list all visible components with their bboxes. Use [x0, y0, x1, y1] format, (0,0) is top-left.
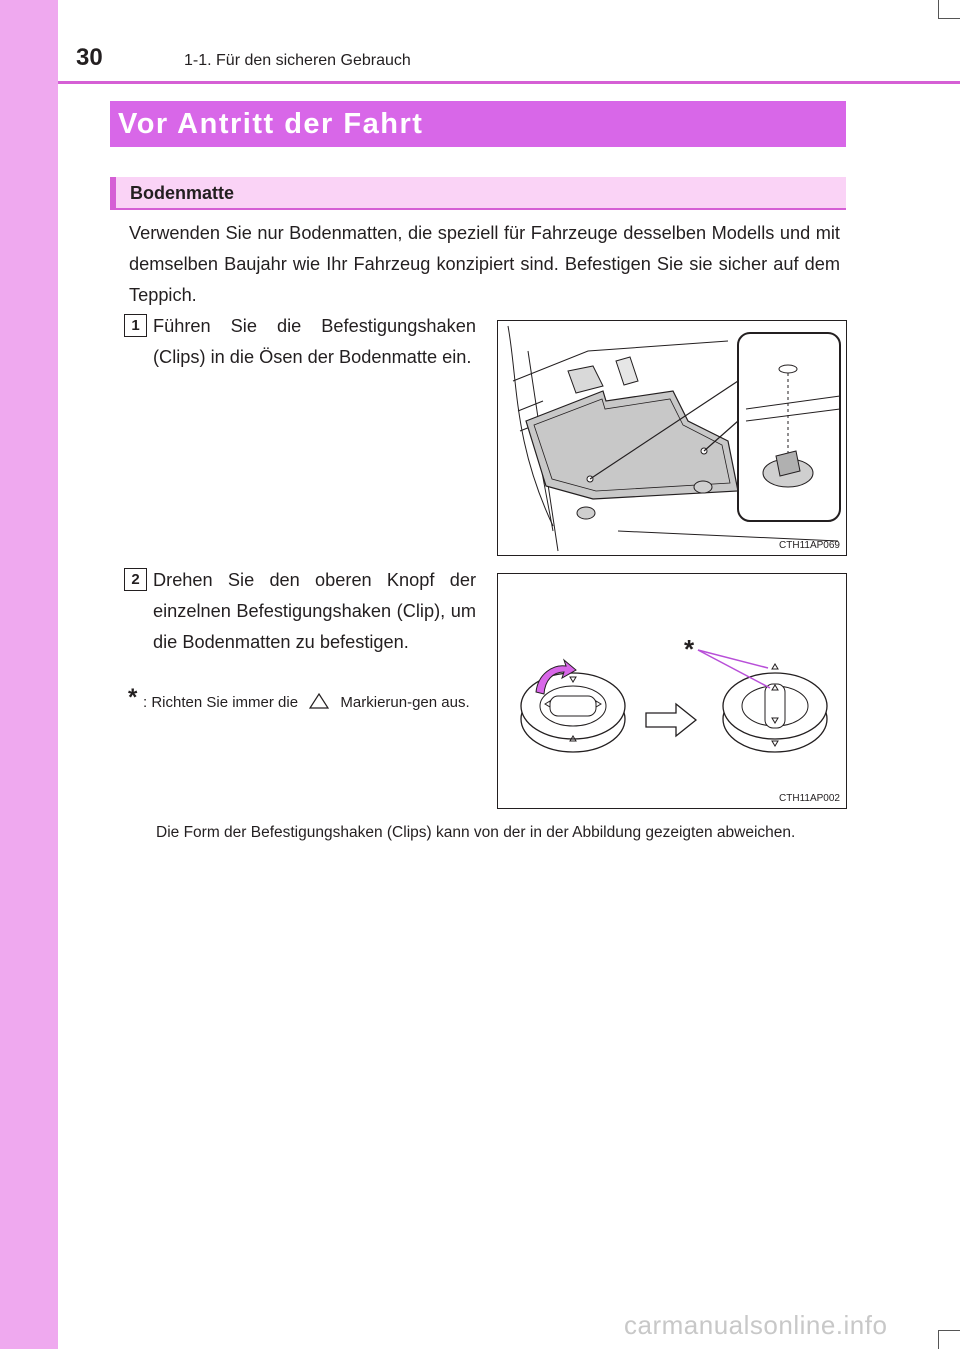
- note-marker: *: [128, 684, 138, 711]
- side-color-band: [0, 0, 58, 1349]
- crop-mark: [938, 0, 939, 18]
- crop-mark: [938, 18, 960, 19]
- step-2-text: Drehen Sie den oberen Knopf der einzelnen Befestigungshaken (Clip), um die Bodenmatten zu befestigen.: [153, 570, 476, 652]
- triangle-icon: [308, 692, 330, 710]
- footer-note: Die Form der Befestigungshaken (Clips) kann von der in der Abbildung gezeigten abweichen.: [156, 824, 796, 841]
- note-text: [143, 692, 476, 714]
- figure-2-marker: *: [684, 634, 695, 664]
- step-number-2: 2: [124, 568, 147, 591]
- figure-clip-rotation: [497, 573, 847, 809]
- crop-mark: [938, 1330, 939, 1349]
- subsection-heading: Bodenmatte: [110, 177, 846, 210]
- note-text-before: : Richten Sie immer die: [143, 694, 299, 711]
- header-rule: [58, 81, 960, 84]
- page-title: Vor Antritt der Fahrt: [110, 101, 846, 147]
- intro-paragraph: Verwenden Sie nur Bodenmatten, die speziell für Fahrzeuge desselben Modells und mit demselben Baujahr wie Ihr Fahrzeug konzipiert sind. Befestigen Sie sie sicher auf dem Teppich.: [129, 223, 840, 305]
- watermark: carmanualsonline.info: [624, 1310, 888, 1340]
- page-number: 30: [76, 44, 103, 71]
- crop-mark: [938, 1330, 960, 1331]
- figure-2-code: CTH11AP002: [779, 793, 840, 804]
- clip-rotation-illustration: [498, 574, 847, 809]
- floor-mat-illustration: [498, 321, 847, 556]
- step-1-text: Führen Sie die Befestigungshaken (Clips) in die Ösen der Bodenmatte ein.: [153, 316, 476, 367]
- running-header: 1-1. Für den sicheren Gebrauch: [184, 52, 411, 69]
- figure-1-code: CTH11AP069: [779, 540, 840, 551]
- note-text-after: Markierun-gen aus.: [340, 694, 470, 711]
- step-number-1: 1: [124, 314, 147, 337]
- figure-floor-mat: [497, 320, 847, 556]
